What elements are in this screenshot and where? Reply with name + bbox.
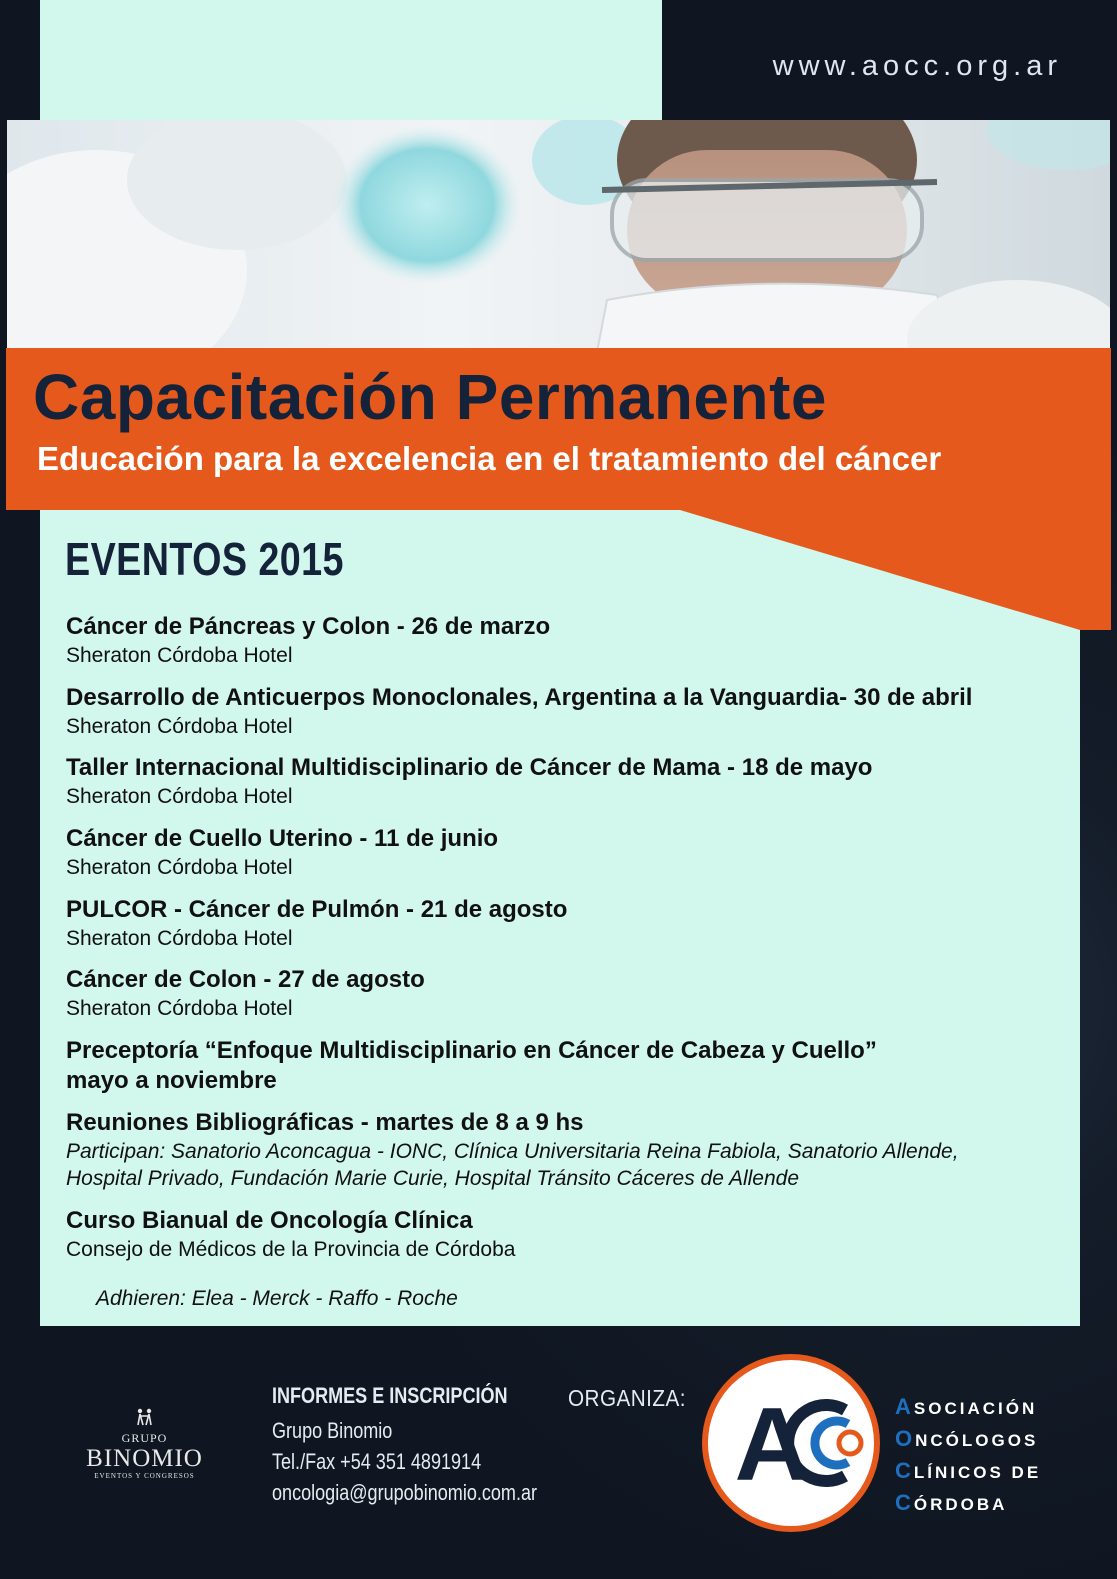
event-item	[66, 683, 972, 740]
flask-shape	[332, 125, 522, 285]
event-item	[66, 965, 425, 1022]
goggles-icon	[612, 180, 922, 260]
event-venue: Sheraton Córdoba Hotel	[66, 997, 293, 1020]
event-venue: Consejo de Médicos de la Provincia de Córdoba	[66, 1238, 516, 1261]
event-participants: Participan: Sanatorio Aconcagua - IONC, Clínica Universitaria Reina Fabiola, Sanatorio Allende,	[66, 1140, 959, 1163]
top-mint-block	[40, 0, 662, 120]
event-title: Cáncer de Cuello Uterino - 11 de junio	[66, 825, 499, 852]
event-title: Preceptoría “Enfoque Multidisciplinario en Cáncer de Cabeza y Cuello”	[66, 1037, 877, 1064]
event-venue: Sheraton Córdoba Hotel	[66, 644, 293, 667]
event-title: Desarrollo de Anticuerpos Monoclonales, Argentina a la Vanguardia- 30 de abril	[66, 684, 973, 711]
event-title: Taller Internacional Multidisciplinario de Cáncer de Mama - 18 de mayo	[66, 754, 873, 781]
contact-heading: INFORMES E INSCRIPCIÓN	[272, 1383, 508, 1408]
event-title: PULCOR - Cáncer de Pulmón - 21 de agosto	[66, 896, 568, 923]
lab-photo-illustration	[7, 120, 1110, 352]
event-title: Cáncer de Colon - 27 de agosto	[66, 966, 425, 993]
event-title: Curso Bianual de Oncología Clínica	[66, 1207, 473, 1234]
aocc-logo-icon	[700, 1352, 882, 1534]
grupo-binomio-logo	[72, 1408, 217, 1480]
event-date: mayo a noviembre	[66, 1067, 277, 1094]
page-title: Capacitación Permanente	[33, 361, 827, 433]
page-subtitle: Educación para la excelencia en el tratamiento del cáncer	[37, 440, 942, 477]
aocc-line: ASOCIACIÓN	[895, 1394, 1038, 1419]
event-item	[66, 753, 872, 810]
flask-right-shape	[987, 120, 1110, 170]
event-venue: Sheraton Córdoba Hotel	[66, 715, 293, 738]
event-venue: Sheraton Córdoba Hotel	[66, 785, 293, 808]
aocc-line: ONCÓLOGOS	[895, 1426, 1039, 1451]
event-item	[66, 1036, 877, 1096]
binomio-grupo: GRUPO	[121, 1431, 168, 1445]
contact-company: Grupo Binomio	[272, 1418, 393, 1443]
event-title: Cáncer de Páncreas y Colon - 26 de marzo	[66, 613, 551, 640]
binomio-tagline: EVENTOS Y CONGRESOS	[94, 1472, 195, 1480]
sponsors-line: Adhieren: Elea - Merck - Raffo - Roche	[96, 1287, 458, 1310]
event-item	[66, 1206, 515, 1263]
event-item	[66, 612, 550, 669]
lab-photo	[7, 120, 1110, 352]
contact-phone[interactable]: Tel./Fax +54 351 4891914	[272, 1449, 482, 1474]
events-heading: EVENTOS 2015	[65, 533, 344, 585]
mask-shape	[597, 284, 957, 352]
event-item	[66, 1108, 959, 1192]
event-title: Reuniones Bibliográficas - martes de 8 a 9 hs	[66, 1109, 584, 1136]
binomio-name: BINOMIO	[86, 1445, 203, 1472]
website-url[interactable]: www.aocc.org.ar	[772, 50, 1062, 82]
event-item	[66, 824, 498, 881]
aocc-line: CÓRDOBA	[895, 1490, 1008, 1515]
coat-shape	[907, 280, 1110, 352]
contact-email[interactable]: oncologia@grupobinomio.com.ar	[272, 1480, 538, 1505]
event-venue: Sheraton Córdoba Hotel	[66, 856, 293, 879]
event-item	[66, 895, 567, 952]
event-venue: Sheraton Córdoba Hotel	[66, 927, 293, 950]
aocc-name	[895, 1392, 1041, 1520]
contact-block	[272, 1383, 595, 1508]
aocc-line: CLÍNICOS DE	[895, 1458, 1042, 1483]
organiza-label: ORGANIZA:	[568, 1385, 686, 1411]
dancers-icon	[130, 1408, 160, 1426]
banner-tail-overlay-shape	[680, 505, 1111, 630]
event-participants-2: Hospital Privado, Fundación Marie Curie, Hospital Tránsito Cáceres de Allende	[66, 1167, 800, 1190]
aocc-logo-a: A	[734, 1387, 810, 1503]
